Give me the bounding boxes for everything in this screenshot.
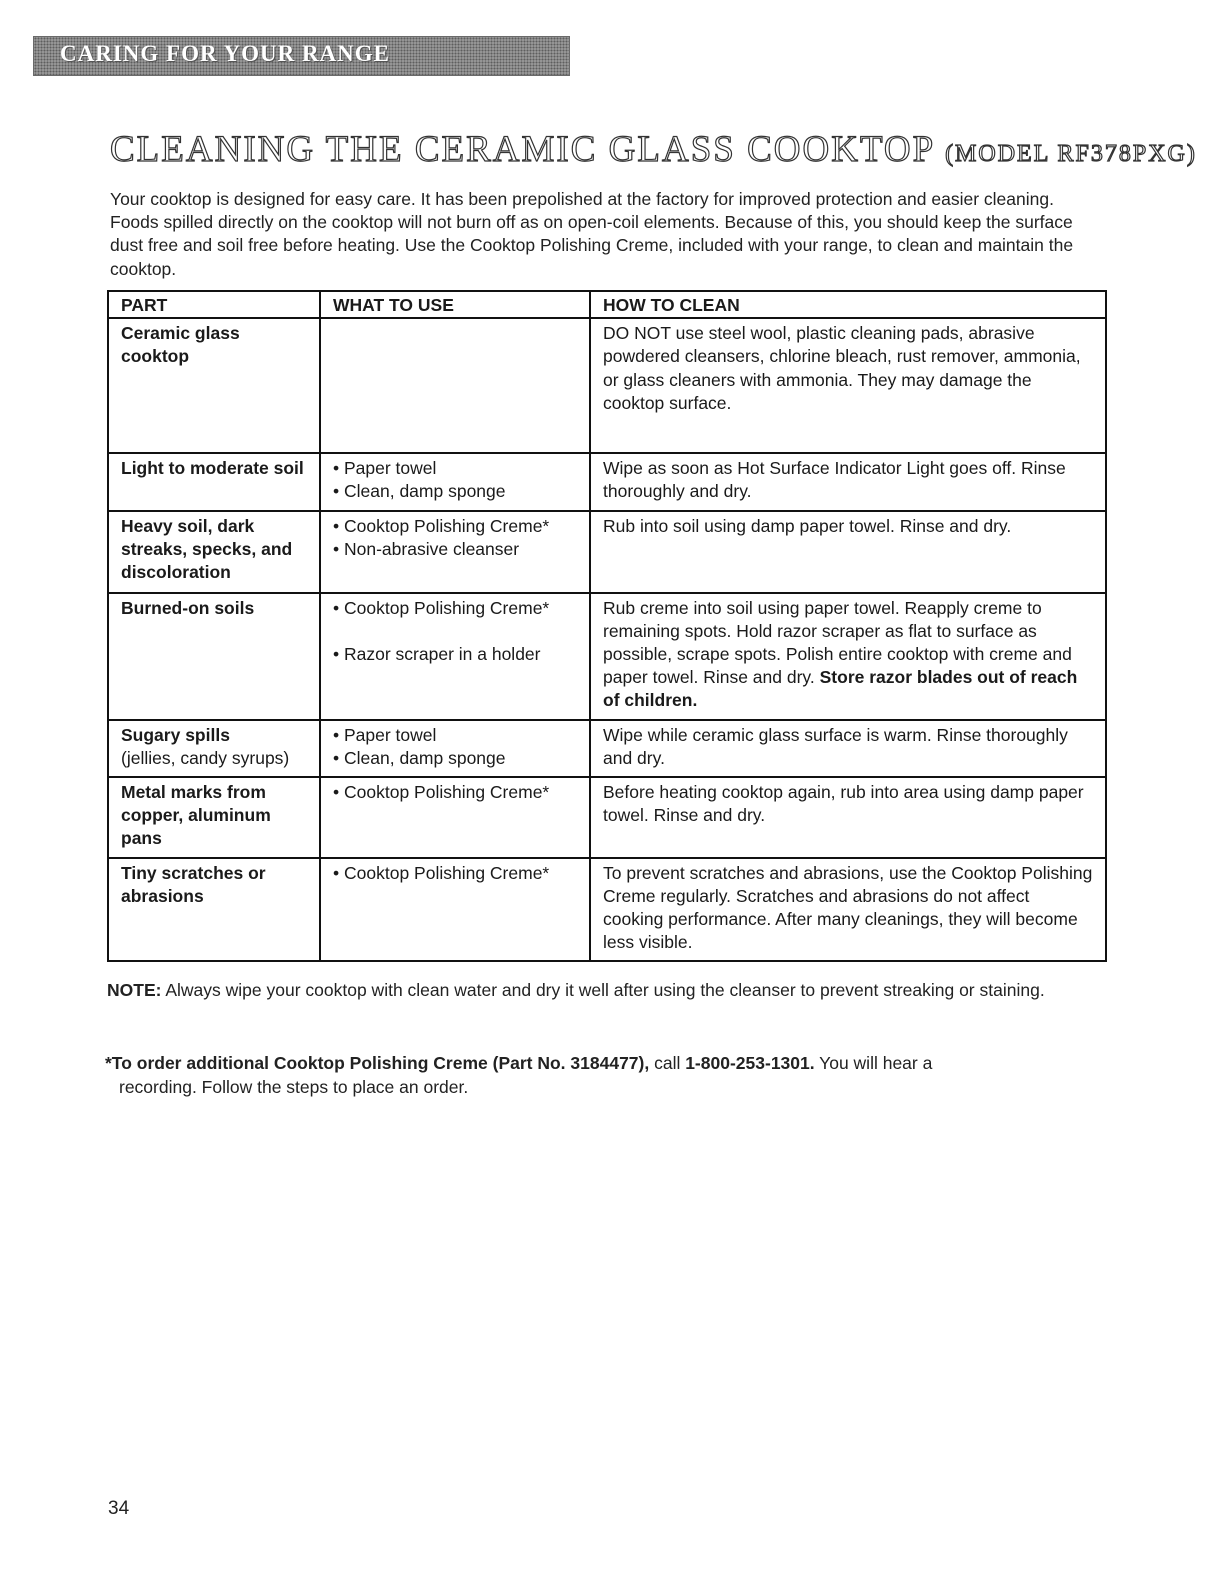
- order-text-3: recording. Follow the steps to place an order.: [119, 1077, 469, 1097]
- how-warning: Store razor blades out of reach of children.: [603, 667, 1078, 711]
- part-name: Burned-on soils: [121, 597, 255, 618]
- how-cell: DO NOT use steel wool, plastic cleaning pads, abrasive powdered cleansers, chlorine bleach, rust remover, ammonia, or glass cleaners with ammonia. They may damage the cooktop surface.: [590, 318, 1106, 453]
- section-banner-text: CARING FOR YOUR RANGE: [60, 41, 391, 66]
- how-text: Rub creme into soil using paper towel. Reapply creme to remaining spots. Hold razor scraper as flat to surface as possible, scrape spots. Polish entire cooktop with creme and paper towel. Rinse and dry.: [603, 597, 1072, 688]
- use-item: • Non-abrasive cleanser: [333, 538, 577, 561]
- intro-paragraph: Your cooktop is designed for easy care. It has been prepolished at the factory for improved protection and easier cleaning. Foods spilled directly on the cooktop will not burn off as on open-coil elements. Because of this, you should keep the surface dust free and soil free before heating. Use the Cooktop Polishing Creme, included with your range, to clean and maintain the cooktop.: [110, 189, 1074, 279]
- part-cell: [108, 318, 320, 453]
- note-paragraph: [107, 978, 1097, 1002]
- table-row: [108, 318, 1106, 453]
- use-item: • Paper towel: [333, 457, 577, 480]
- table-row: [108, 593, 1106, 720]
- note-text: Always wipe your cooktop with clean water and dry it well after using the cleanser to prevent streaking or staining.: [161, 980, 1045, 1000]
- use-item: • Clean, damp sponge: [333, 747, 577, 770]
- part-name: Tiny scratches or abrasions: [121, 862, 266, 906]
- section-banner: [33, 36, 570, 76]
- how-cell: Before heating cooktop again, rub into area using damp paper towel. Rinse and dry.: [590, 777, 1106, 858]
- part-name: Sugary spills: [121, 724, 230, 745]
- table-row: [108, 511, 1106, 593]
- use-item: • Paper towel: [333, 724, 577, 747]
- how-cell: Wipe as soon as Hot Surface Indicator Light goes off. Rinse thoroughly and dry.: [590, 453, 1106, 510]
- order-paragraph: [105, 1051, 1095, 1099]
- use-item: • Cooktop Polishing Creme*: [333, 862, 577, 885]
- part-cell: [108, 858, 320, 962]
- part-cell: [108, 511, 320, 593]
- part-cell: [108, 593, 320, 720]
- part-cell: [108, 453, 320, 510]
- page-title-main: CLEANING THE CERAMIC GLASS COOKTOP: [110, 129, 934, 170]
- order-text-2: You will hear a: [814, 1053, 933, 1073]
- use-cell: [320, 318, 590, 453]
- part-cell: [108, 720, 320, 777]
- use-item: • Cooktop Polishing Creme*: [333, 515, 577, 538]
- page-title-model: (MODEL RF378PXG): [945, 141, 1197, 167]
- table-row: [108, 777, 1106, 858]
- table-row: [108, 453, 1106, 510]
- part-subtext: (jellies, candy syrups): [121, 747, 290, 768]
- use-cell: [320, 720, 590, 777]
- header-what-to-use: WHAT TO USE: [320, 291, 590, 318]
- use-cell: [320, 858, 590, 962]
- use-item: • Razor scraper in a holder: [333, 643, 577, 666]
- part-cell: [108, 777, 320, 858]
- how-cell: Wipe while ceramic glass surface is warm. Rinse thoroughly and dry.: [590, 720, 1106, 777]
- how-cell: [590, 593, 1106, 720]
- part-name: Ceramic glass cooktop: [121, 323, 240, 367]
- note-label: NOTE:: [107, 980, 162, 1000]
- use-item: • Cooktop Polishing Creme*: [333, 597, 577, 620]
- use-cell: [320, 511, 590, 593]
- use-item: • Clean, damp sponge: [333, 480, 577, 503]
- part-name: Light to moderate soil: [121, 458, 304, 479]
- page-number: 34: [108, 1498, 130, 1519]
- order-lead: *To order additional Cooktop Polishing Creme (Part No. 3184477),: [105, 1053, 650, 1073]
- cleaning-table: [107, 290, 1107, 962]
- use-cell: [320, 593, 590, 720]
- part-name: Metal marks from copper, aluminum pans: [121, 782, 271, 849]
- header-how-to-clean: HOW TO CLEAN: [590, 291, 1106, 318]
- table-header-row: [108, 291, 1106, 318]
- table-row: [108, 720, 1106, 777]
- part-name: Heavy soil, dark streaks, specks, and discoloration: [121, 515, 293, 583]
- how-cell: Rub into soil using damp paper towel. Rinse and dry.: [590, 511, 1106, 593]
- order-text-1: call: [649, 1053, 686, 1073]
- use-cell: [320, 777, 590, 858]
- order-phone: 1-800-253-1301.: [685, 1053, 815, 1073]
- how-cell: To prevent scratches and abrasions, use the Cooktop Polishing Creme regularly. Scratches and abrasions do not affect cooking performance. After many cleanings, they will become less visible.: [590, 858, 1106, 962]
- use-cell: [320, 453, 590, 510]
- table-row: [108, 858, 1106, 962]
- use-item: • Cooktop Polishing Creme*: [333, 781, 577, 804]
- header-part: PART: [108, 291, 320, 318]
- page-title: [110, 128, 1197, 171]
